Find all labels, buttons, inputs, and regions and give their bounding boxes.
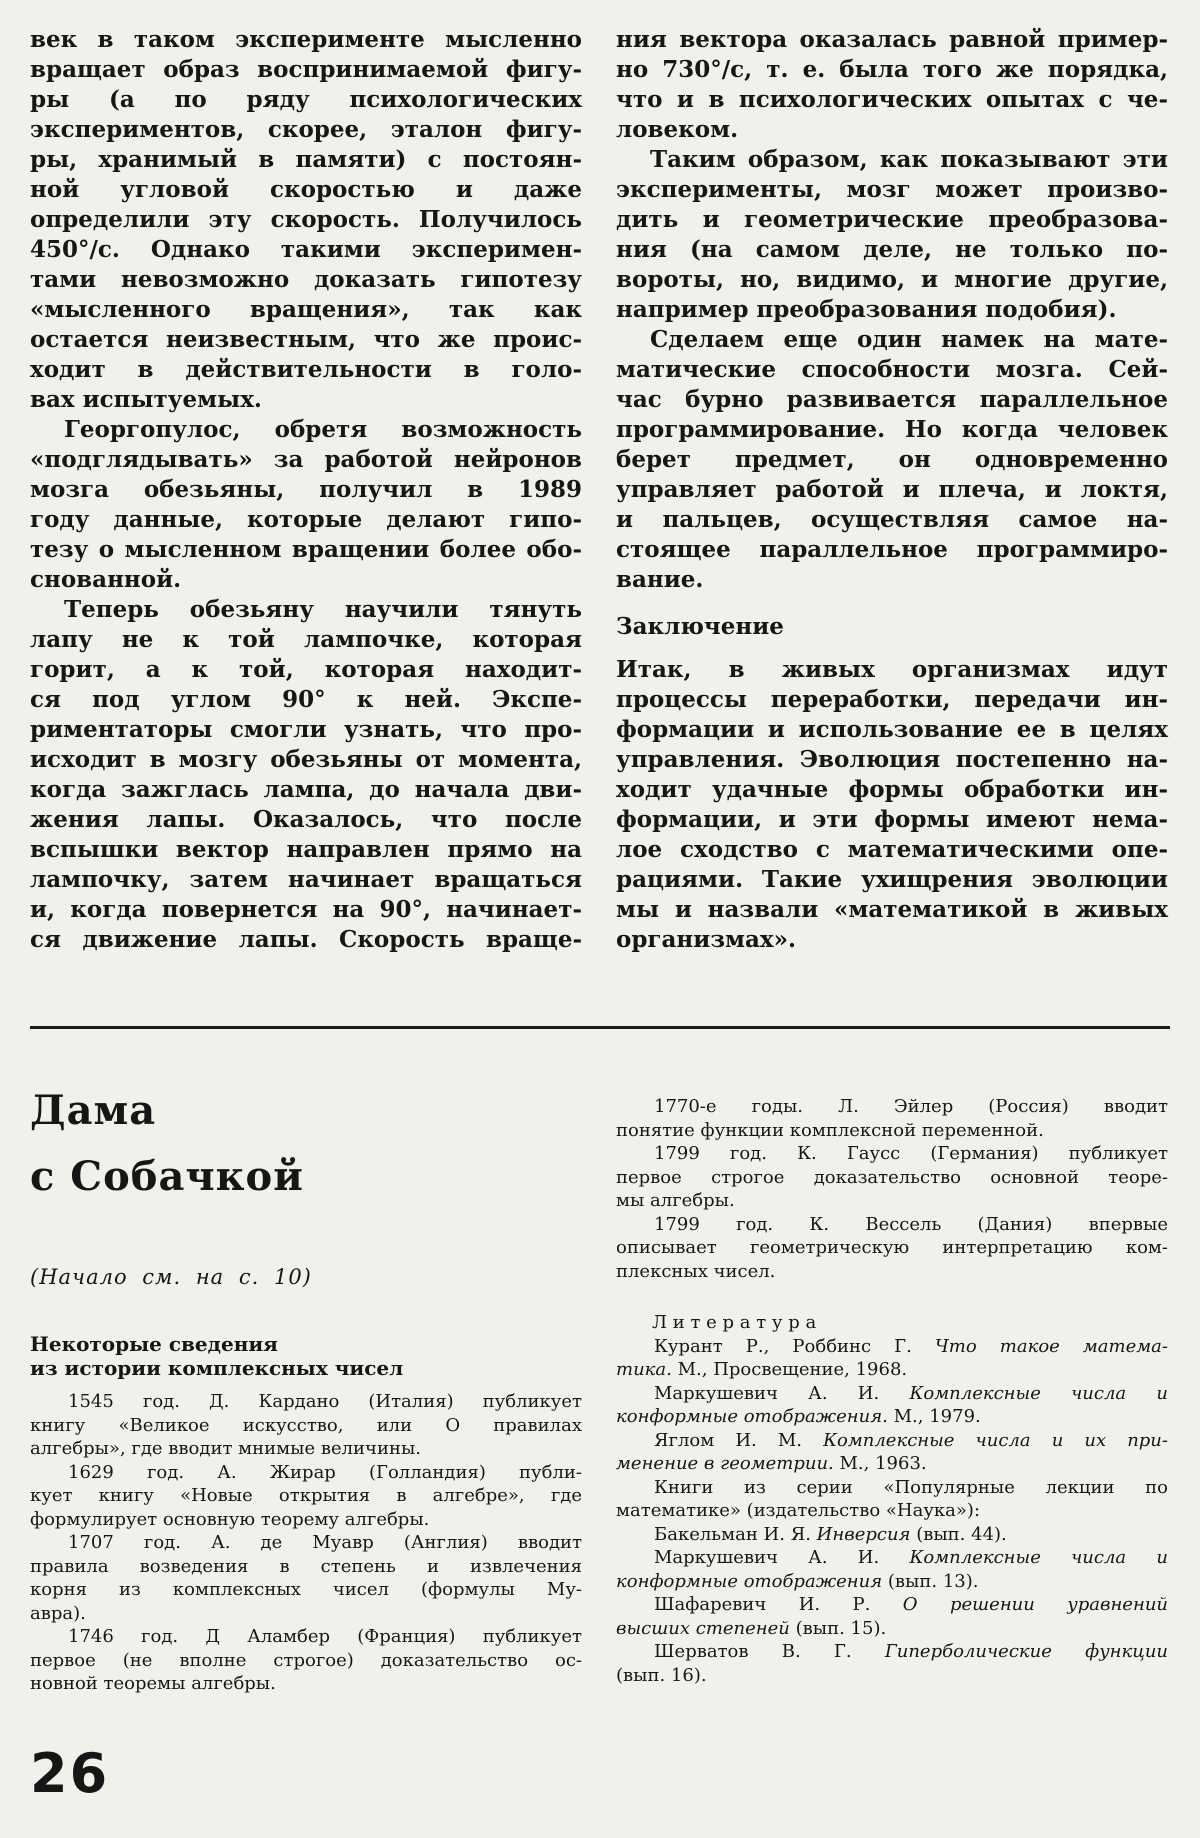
text-line xyxy=(616,1335,1168,1359)
paragraph xyxy=(30,595,582,955)
text-run: ния вектора оказалась равной пример- xyxy=(616,26,1168,53)
text-run: вание. xyxy=(616,566,704,593)
text-run: Таким образом, как показывают эти xyxy=(650,146,1168,173)
text-run: берет предмет, он одновременно xyxy=(616,446,1168,473)
text-run: первое (не вполне строгое) доказательство ос- xyxy=(30,1649,582,1671)
text-line xyxy=(30,205,582,235)
article-title-line2: с Собачкой xyxy=(30,1153,304,1200)
text-line xyxy=(30,1531,582,1555)
text-line xyxy=(30,925,582,955)
text-line xyxy=(30,355,582,385)
italic-text-run: менение в геометрии. xyxy=(616,1453,834,1474)
text-line xyxy=(616,295,1168,325)
text-run: рациями. Такие ухищрения эволюции xyxy=(616,866,1168,893)
text-run: тезу о мысленном вращении более обо- xyxy=(30,536,582,563)
paragraph xyxy=(30,25,582,415)
text-line xyxy=(616,1095,1168,1119)
text-line xyxy=(616,235,1168,265)
text-line xyxy=(616,1499,1168,1523)
text-line xyxy=(616,1476,1168,1500)
text-run: процессы переработки, передачи ин- xyxy=(616,686,1168,713)
text-line xyxy=(616,205,1168,235)
text-line xyxy=(616,25,1168,55)
text-line xyxy=(616,1405,1168,1429)
text-line xyxy=(616,805,1168,835)
text-line xyxy=(616,505,1168,535)
text-line xyxy=(30,1672,582,1696)
text-run: 1746 год. Д Аламбер (Франция) публикует xyxy=(68,1626,582,1647)
text-run: «мысленного вращения», так как xyxy=(30,296,582,323)
text-run: мозга обезьяны, получил в 1989 xyxy=(30,476,582,503)
text-run: авра). xyxy=(30,1602,86,1624)
text-line xyxy=(30,265,582,295)
text-run: году данные, которые делают гипо- xyxy=(30,506,582,533)
text-line xyxy=(616,865,1168,895)
italic-text-run: Гиперболические функции xyxy=(884,1641,1169,1662)
text-line xyxy=(30,805,582,835)
text-run: например преобразования подобия). xyxy=(616,296,1117,323)
text-run: Маркушевич А. И. xyxy=(654,1547,910,1568)
text-line xyxy=(30,1508,582,1532)
text-run: новной теоремы алгебры. xyxy=(30,1673,276,1694)
text-line xyxy=(616,745,1168,775)
text-run: (вып. 16). xyxy=(616,1664,707,1686)
text-line xyxy=(616,415,1168,445)
text-run: Итак, в живых организмах идут xyxy=(616,656,1168,683)
text-run: определили эту скорость. Получилось xyxy=(30,206,582,233)
italic-text-run: Комплексные числа и xyxy=(909,1382,1168,1404)
text-run: 1799 год. К. Гаусс (Германия) публикует xyxy=(654,1143,1168,1164)
section-divider-rule xyxy=(30,1026,1170,1029)
paragraph xyxy=(30,1461,582,1532)
italic-text-run: конформные отображения xyxy=(616,1570,883,1592)
text-run: лампочку, затем начинает вращаться xyxy=(30,866,582,893)
text-run: век в таком эксперименте мысленно xyxy=(30,26,582,53)
text-run: Книги из серии «Популярные лекции по xyxy=(654,1476,1168,1498)
text-line xyxy=(616,1452,1168,1476)
continuation-note: (Начало см. на с. 10) xyxy=(30,1265,312,1289)
text-line xyxy=(30,595,582,625)
text-line xyxy=(30,85,582,115)
text-line xyxy=(30,1414,582,1438)
text-run: 1629 год. А. Жирар (Голландия) публи- xyxy=(68,1461,582,1483)
paragraph xyxy=(30,1531,582,1625)
text-line xyxy=(30,1625,582,1649)
text-line xyxy=(616,1189,1168,1213)
italic-text-run: О решении уравнений xyxy=(902,1594,1168,1615)
text-run: лое сходство с математическими опе- xyxy=(616,836,1168,863)
text-line xyxy=(30,565,582,595)
text-line xyxy=(616,1119,1168,1143)
bottom-right-column xyxy=(616,1095,1168,1687)
text-run: Шерватов В. Г. xyxy=(654,1641,885,1662)
text-run: «подглядывать» за работой нейронов xyxy=(30,446,582,473)
text-line xyxy=(616,1664,1168,1688)
text-run: корня из комплексных чисел (формулы Му- xyxy=(30,1579,582,1600)
text-run: мы алгебры. xyxy=(616,1190,735,1211)
text-run: вах испытуемых. xyxy=(30,386,262,413)
top-right-column xyxy=(616,25,1168,955)
text-line xyxy=(30,385,582,415)
text-run: ния (на самом деле, не только по- xyxy=(616,236,1168,263)
text-run: ся движение лапы. Скорость враще- xyxy=(30,926,582,953)
paragraph xyxy=(616,25,1168,145)
text-line xyxy=(616,925,1168,955)
text-line xyxy=(616,355,1168,385)
text-line xyxy=(30,685,582,715)
text-line xyxy=(30,745,582,775)
text-line xyxy=(30,895,582,925)
text-run: (вып. 44). xyxy=(910,1523,1007,1545)
text-line xyxy=(30,415,582,445)
conclusion-body xyxy=(616,655,1168,955)
text-run: горит, а к той, которая находит- xyxy=(30,656,582,683)
paragraph xyxy=(30,415,582,595)
italic-text-run: Комплексные числа и xyxy=(909,1547,1168,1568)
text-line xyxy=(616,775,1168,805)
italic-text-run: конформные отображения. xyxy=(616,1406,888,1427)
text-line xyxy=(616,1617,1168,1641)
text-line xyxy=(616,1260,1168,1284)
text-line xyxy=(30,715,582,745)
text-line xyxy=(616,1166,1168,1190)
text-line xyxy=(30,1555,582,1579)
text-run: описывает геометрическую интерпретацию ком- xyxy=(616,1237,1168,1258)
text-run: но 730°/с, т. е. была того же порядка, xyxy=(616,56,1168,83)
text-run: 450°/с. Однако такими эксперимен- xyxy=(30,236,582,263)
text-line xyxy=(30,1390,582,1414)
text-run: М., 1979. xyxy=(887,1406,981,1427)
text-line xyxy=(30,55,582,85)
text-line xyxy=(616,1358,1168,1382)
text-line xyxy=(616,1429,1168,1453)
text-line xyxy=(616,535,1168,565)
text-run: Бакельман И. Я. xyxy=(654,1523,817,1545)
paragraph xyxy=(616,1142,1168,1213)
literature-heading: Л и т е р а т у р а xyxy=(652,1312,817,1333)
text-run: Яглом И. М. xyxy=(654,1429,824,1451)
text-line xyxy=(616,265,1168,295)
text-run: дить и геометрические преобразова- xyxy=(616,206,1168,233)
text-run: программирование. Но когда человек xyxy=(616,416,1168,443)
text-line xyxy=(30,475,582,505)
text-run: (вып. 13). xyxy=(882,1570,979,1592)
text-line xyxy=(616,685,1168,715)
text-run: Маркушевич А. И. xyxy=(654,1382,910,1404)
text-line xyxy=(30,655,582,685)
text-line xyxy=(30,235,582,265)
paragraph xyxy=(616,1546,1168,1593)
text-run: ходит в действительности в голо- xyxy=(30,356,582,383)
history-timeline-right xyxy=(616,1095,1168,1283)
text-run: Курант Р., Роббинс Г. xyxy=(654,1335,935,1357)
page-number: 26 xyxy=(30,1741,110,1805)
text-run: исходит в мозгу обезьяны от момента, xyxy=(30,746,582,773)
text-line xyxy=(30,145,582,175)
history-heading-line2: из истории комплексных чисел xyxy=(30,1356,404,1380)
text-run: матические способности мозга. Сей- xyxy=(616,356,1168,383)
text-run: экспериментов, скорее, эталон фигу- xyxy=(30,116,582,143)
bibliography-list xyxy=(616,1335,1168,1688)
text-run: Шафаревич И. Р. xyxy=(654,1594,903,1615)
text-run: Георгопулос, обретя возможность xyxy=(64,416,582,443)
text-line xyxy=(30,1649,582,1673)
text-line xyxy=(30,175,582,205)
text-line xyxy=(616,85,1168,115)
text-line xyxy=(30,325,582,355)
text-run: кует книгу «Новые открытия в алгебре», где xyxy=(30,1485,582,1506)
text-run: книгу «Великое искусство, или О правилах xyxy=(30,1414,582,1436)
text-run: стоящее параллельное программиро- xyxy=(616,536,1168,563)
paragraph xyxy=(616,1382,1168,1429)
text-line xyxy=(616,1382,1168,1406)
text-run: риментаторы смогли узнать, что про- xyxy=(30,716,582,743)
text-line xyxy=(30,1437,582,1461)
text-line xyxy=(616,1593,1168,1617)
text-run: когда зажглась лампа, до начала дви- xyxy=(30,776,582,803)
text-line xyxy=(616,715,1168,745)
text-run: понятие функции комплексной переменной. xyxy=(616,1119,1044,1141)
paragraph xyxy=(616,1640,1168,1687)
text-line xyxy=(30,535,582,565)
text-line xyxy=(616,325,1168,355)
text-run: (вып. 15). xyxy=(789,1617,887,1639)
text-run: правила возведения в степень и извлечения xyxy=(30,1555,582,1577)
text-line xyxy=(616,1213,1168,1237)
text-run: Теперь обезьяну научили тянуть xyxy=(64,596,582,623)
text-run: формации и использование ее в целях xyxy=(616,716,1168,743)
text-run: 1707 год. А. де Муавр (Англия) вводит xyxy=(68,1532,582,1553)
text-line xyxy=(30,25,582,55)
italic-text-run: Что такое матема- xyxy=(934,1335,1168,1357)
top-left-column xyxy=(30,25,582,955)
text-line xyxy=(30,445,582,475)
text-line xyxy=(30,1461,582,1485)
history-section-heading xyxy=(30,1332,582,1380)
paragraph xyxy=(616,1213,1168,1284)
text-run: мы и назвали «математикой в живых xyxy=(616,896,1168,923)
text-run: 1799 год. К. Вессель (Дания) впервые xyxy=(654,1213,1168,1235)
text-line xyxy=(616,145,1168,175)
text-line xyxy=(30,1484,582,1508)
text-line xyxy=(30,835,582,865)
text-line xyxy=(616,835,1168,865)
text-line xyxy=(616,1142,1168,1166)
text-run: ры (а по ряду психологических xyxy=(30,86,582,113)
text-run: ловеком. xyxy=(616,116,739,143)
text-run: М., Просвещение, 1968. xyxy=(671,1359,908,1380)
text-line xyxy=(30,865,582,895)
paragraph xyxy=(616,145,1168,325)
text-run: ры, хранимый в памяти) с постоян- xyxy=(30,146,582,173)
text-line xyxy=(30,295,582,325)
text-run: формации, и эти формы имеют нема- xyxy=(616,806,1168,833)
paragraph xyxy=(30,1390,582,1461)
text-run: остается неизвестным, что же проис- xyxy=(30,326,582,353)
text-run: жения лапы. Оказалось, что после xyxy=(30,806,582,833)
text-run: 1545 год. Д. Кардано (Италия) публикует xyxy=(68,1391,582,1412)
text-run: тами невозможно доказать гипотезу xyxy=(30,266,582,293)
text-run: что и в психологических опытах с че- xyxy=(616,86,1168,113)
text-line xyxy=(616,565,1168,595)
history-heading-line1: Некоторые сведения xyxy=(30,1332,278,1356)
text-line xyxy=(616,895,1168,925)
text-run: вороты, но, видимо, и многие другие, xyxy=(616,266,1168,293)
text-line xyxy=(616,1640,1168,1664)
text-run: Сделаем еще один намек на мате- xyxy=(650,326,1168,353)
text-line xyxy=(616,1236,1168,1260)
text-run: час бурно развивается параллельное xyxy=(616,386,1168,413)
text-run: и пальцев, осуществляя самое на- xyxy=(616,506,1168,533)
text-line xyxy=(30,1578,582,1602)
text-line xyxy=(616,385,1168,415)
text-line xyxy=(616,1523,1168,1547)
text-line xyxy=(616,115,1168,145)
text-run: вспышки вектор направлен прямо на xyxy=(30,836,582,863)
text-run: математике» (издательство «Наука»): xyxy=(616,1500,981,1521)
text-run: управления. Эволюция постепенно на- xyxy=(616,746,1168,773)
text-line xyxy=(30,775,582,805)
text-run: первое строгое доказательство основной теоре- xyxy=(616,1166,1168,1188)
text-run: ной угловой скоростью и даже xyxy=(30,176,582,203)
text-run: 1770-е годы. Л. Эйлер (Россия) вводит xyxy=(654,1096,1168,1117)
paragraph xyxy=(616,1335,1168,1382)
text-line xyxy=(616,475,1168,505)
italic-text-run: Комплексные числа и их при- xyxy=(823,1429,1168,1451)
text-run: плексных чисел. xyxy=(616,1260,776,1282)
italic-text-run: высших степеней xyxy=(616,1617,790,1639)
text-line xyxy=(616,55,1168,85)
text-line xyxy=(30,1602,582,1626)
text-run: организмах». xyxy=(616,926,796,953)
text-run: управляет работой и плеча, и локтя, xyxy=(616,476,1168,503)
text-line xyxy=(30,625,582,655)
paragraph xyxy=(616,1429,1168,1476)
article-title-line1: Дама xyxy=(30,1087,157,1134)
text-line xyxy=(616,1570,1168,1594)
text-line xyxy=(616,655,1168,685)
bottom-left-column xyxy=(30,1078,582,1805)
text-run: эксперименты, мозг может произво- xyxy=(616,176,1168,203)
text-run: формулирует основную теорему алгебры. xyxy=(30,1508,430,1530)
paragraph xyxy=(616,1095,1168,1142)
article-title xyxy=(30,1078,582,1210)
paragraph xyxy=(616,325,1168,595)
paragraph xyxy=(616,1476,1168,1523)
italic-text-run: Инверсия xyxy=(816,1523,911,1545)
paragraph xyxy=(616,1523,1168,1547)
top-right-body xyxy=(616,25,1168,595)
history-timeline-left xyxy=(30,1390,582,1696)
conclusion-heading: Заключение xyxy=(616,613,784,640)
text-run: лапу не к той лампочке, которая xyxy=(30,626,582,653)
paragraph xyxy=(616,1593,1168,1640)
text-line xyxy=(616,1546,1168,1570)
text-run: снованной. xyxy=(30,566,182,593)
text-run: М., 1963. xyxy=(833,1453,927,1474)
text-line xyxy=(616,445,1168,475)
text-line xyxy=(616,175,1168,205)
text-run: и, когда повернется на 90°, начинает- xyxy=(30,896,582,923)
text-run: ся под углом 90° к ней. Экспе- xyxy=(30,686,582,713)
text-run: алгебры», где вводит мнимые величины. xyxy=(30,1438,421,1459)
text-run: ходит удачные формы обработки ин- xyxy=(616,776,1168,803)
italic-text-run: тика. xyxy=(616,1359,672,1380)
text-line xyxy=(30,115,582,145)
paragraph xyxy=(30,1625,582,1696)
paragraph xyxy=(616,655,1168,955)
text-run: вращает образ воспринимаемой фигу- xyxy=(30,56,582,83)
text-line xyxy=(30,505,582,535)
